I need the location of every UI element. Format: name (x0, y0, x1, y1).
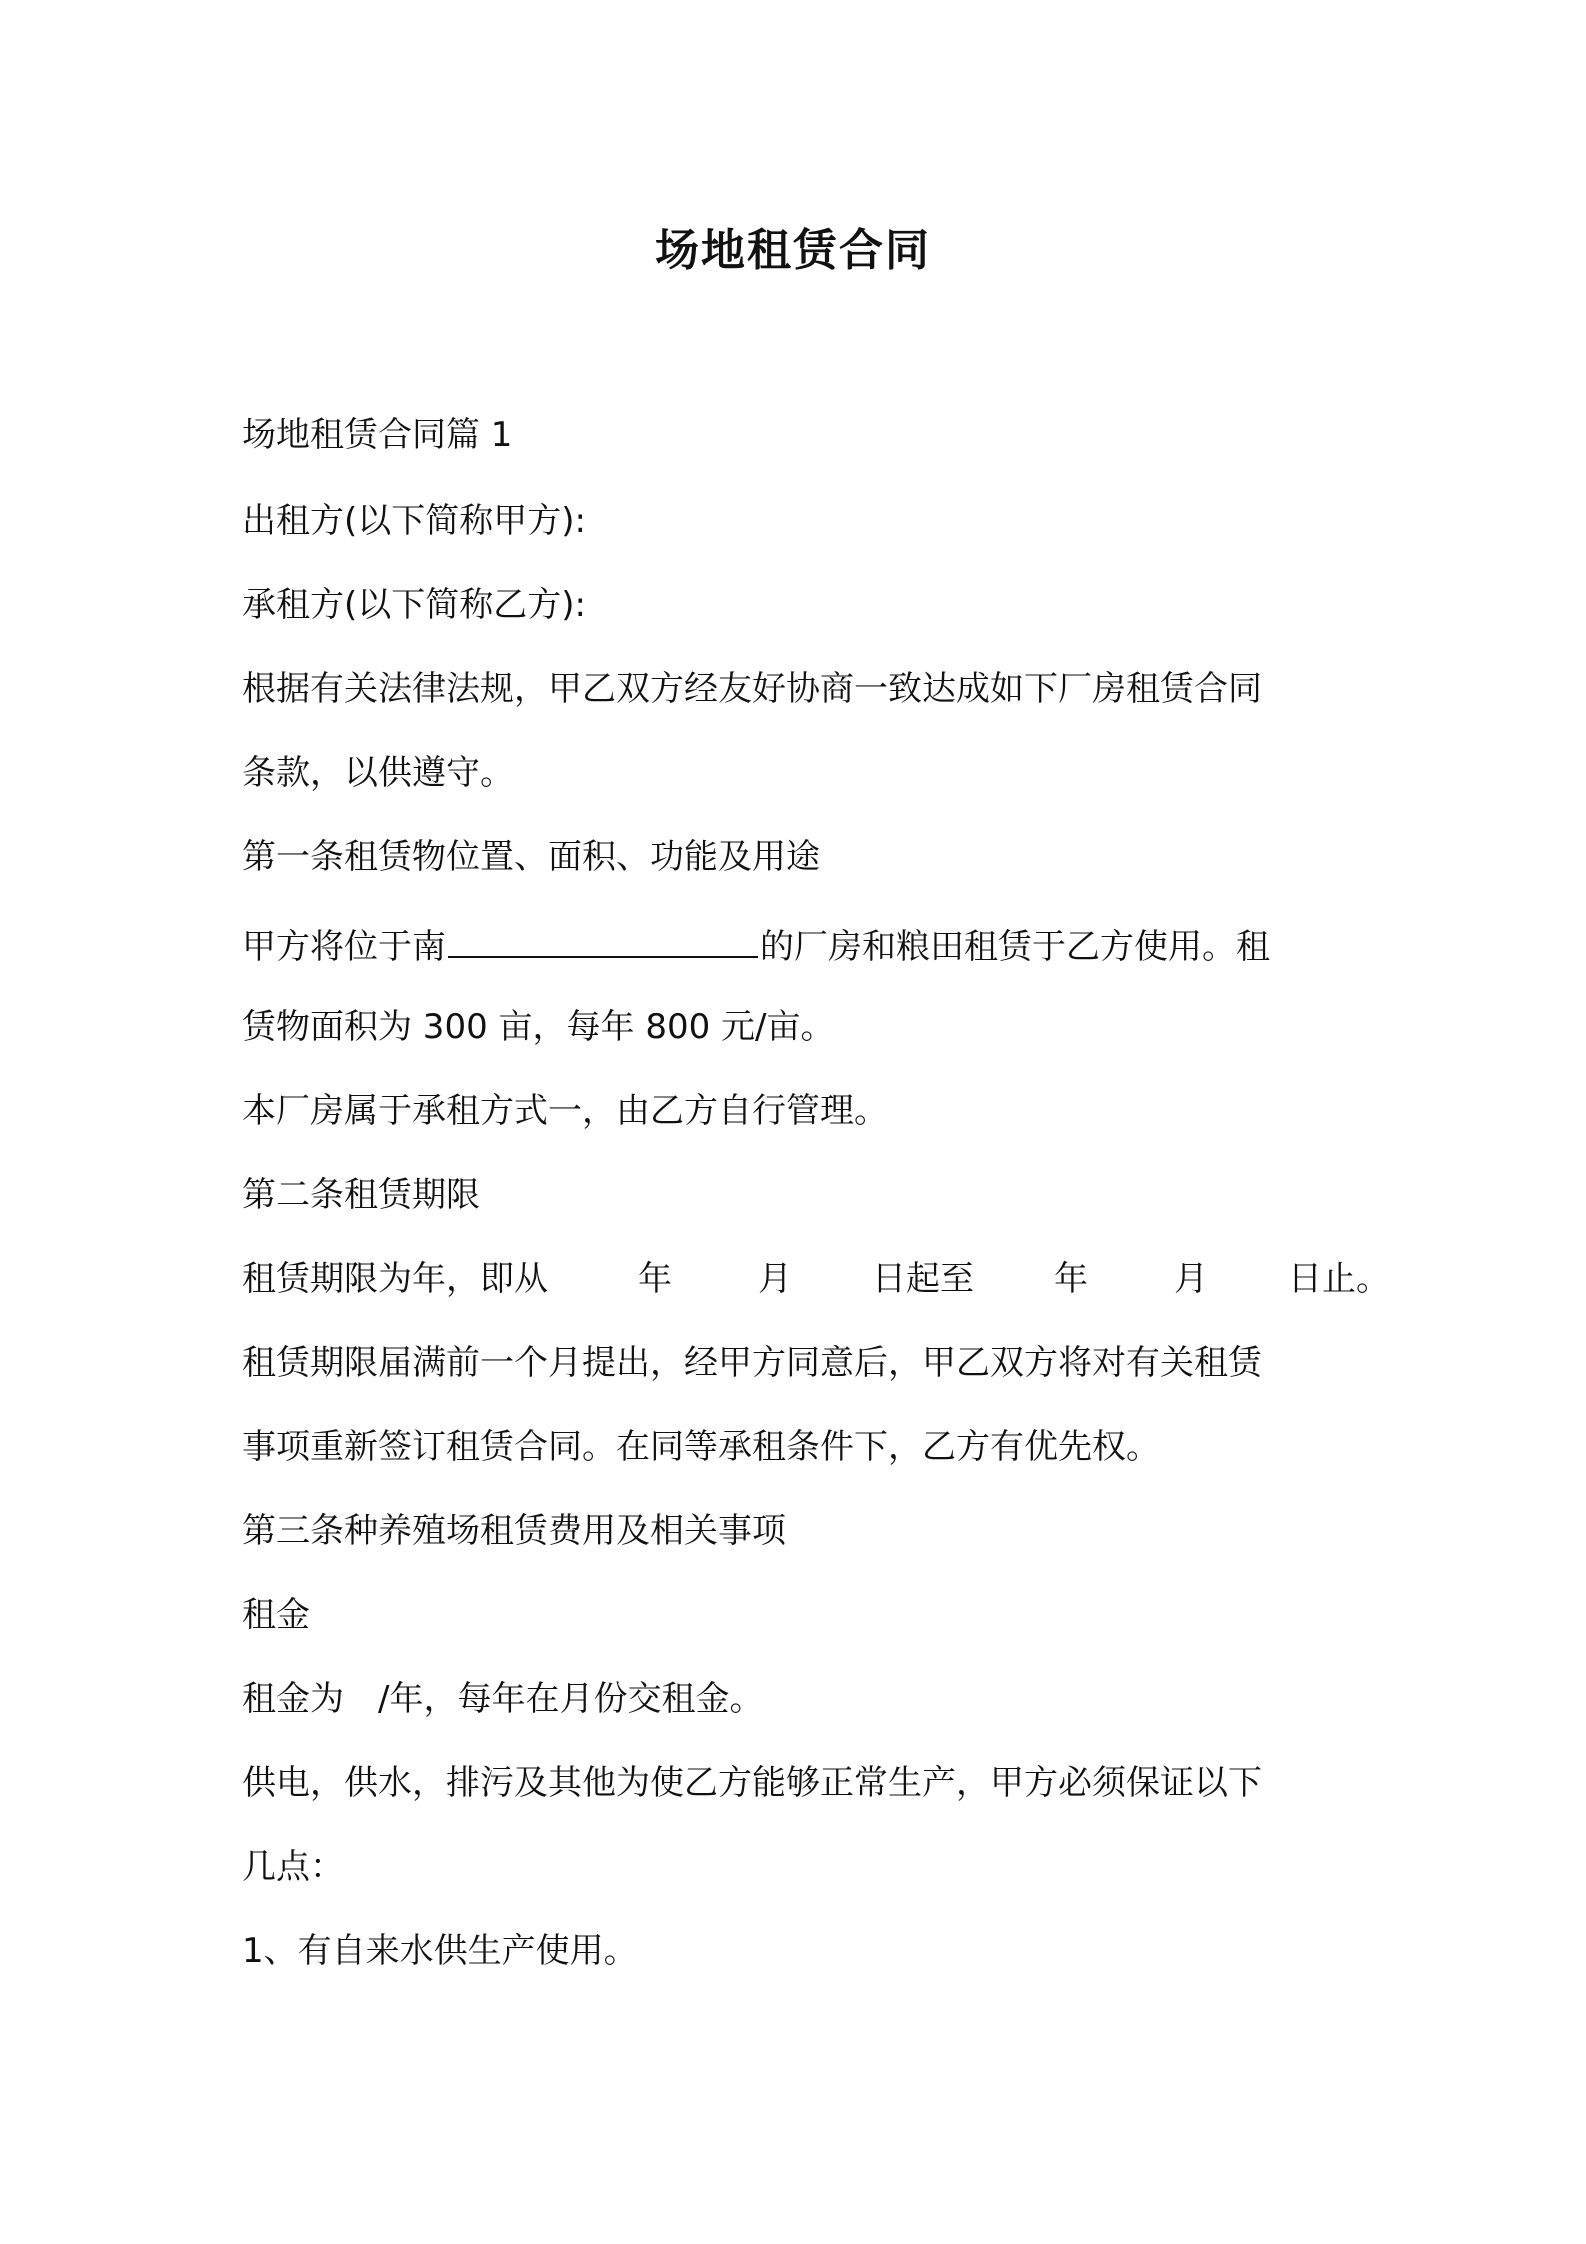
utilities-item-1: 1、有自来水供生产使用。 (242, 1931, 638, 1971)
article-3-heading: 第三条种养殖场租赁费用及相关事项 (242, 1511, 786, 1551)
preamble-line-1: 根据有关法律法规，甲乙双方经友好协商一致达成如下厂房租赁合同 (242, 669, 1262, 709)
location-line (242, 924, 1270, 970)
rent-heading: 租金 (242, 1595, 310, 1635)
term-start-year: 年 (638, 1259, 672, 1299)
lessor-line: 出租方(以下简称甲方): (242, 501, 586, 541)
utilities-line-2: 几点： (242, 1847, 344, 1887)
term-dates-prefix: 租赁期限为年，即从 (242, 1259, 548, 1299)
location-blank (448, 926, 758, 958)
term-end-month: 月 (1174, 1259, 1208, 1299)
document-title: 场地租赁合同 (655, 225, 931, 276)
term-start-day: 日起至 (872, 1259, 974, 1299)
management-line: 本厂房属于承租方式一，由乙方自行管理。 (242, 1091, 888, 1131)
lessee-line: 承租方(以下简称乙方): (242, 585, 586, 625)
renewal-line-1: 租赁期限届满前一个月提出，经甲方同意后，甲乙双方将对有关租赁 (242, 1343, 1262, 1383)
area-line: 赁物面积为 300 亩，每年 800 元/亩。 (242, 1007, 835, 1047)
term-dates-line (242, 1256, 1390, 1302)
section-heading-part-1: 场地租赁合同篇 1 (242, 415, 513, 455)
article-2-heading: 第二条租赁期限 (242, 1175, 480, 1215)
article-1-heading: 第一条租赁物位置、面积、功能及用途 (242, 837, 820, 877)
location-prefix: 甲方将位于南 (242, 927, 446, 967)
utilities-line-1: 供电，供水，排污及其他为使乙方能够正常生产，甲方必须保证以下 (242, 1763, 1262, 1803)
location-suffix: 的厂房和粮田租赁于乙方使用。租 (760, 927, 1270, 967)
preamble-line-2: 条款，以供遵守。 (242, 753, 514, 793)
rent-line: 租金为 /年，每年在月份交租金。 (242, 1679, 764, 1719)
term-end-year: 年 (1054, 1259, 1088, 1299)
term-start-month: 月 (758, 1259, 792, 1299)
renewal-line-2: 事项重新签订租赁合同。在同等承租条件下，乙方有优先权。 (242, 1427, 1160, 1467)
term-end-day: 日止。 (1288, 1259, 1390, 1299)
